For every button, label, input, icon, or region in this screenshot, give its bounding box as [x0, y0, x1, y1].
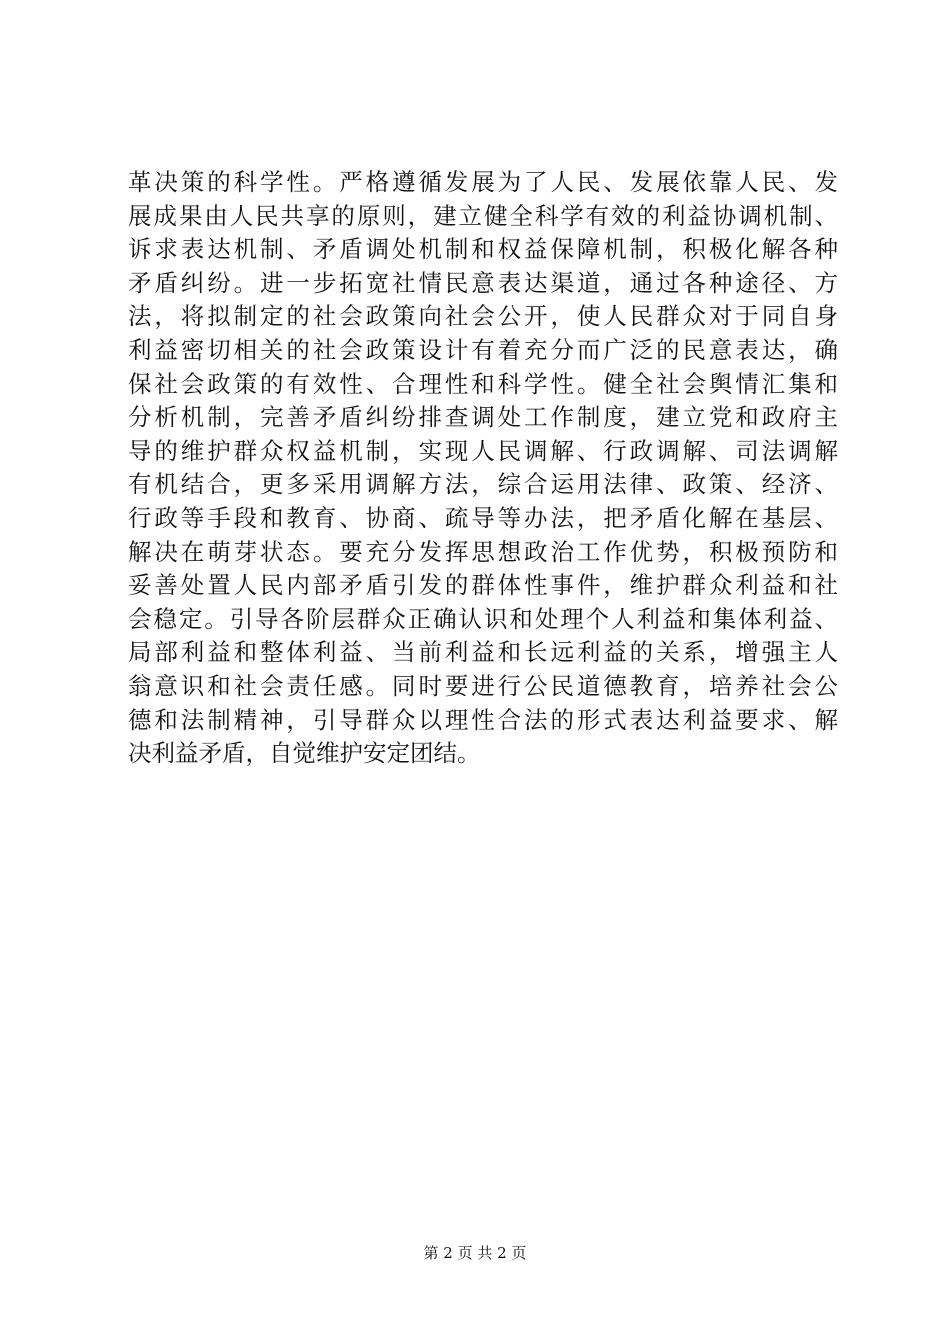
paragraph-line: 局部利益和整体利益、当前利益和长远利益的关系，增强主人 [128, 638, 838, 667]
body-paragraph [128, 166, 838, 771]
paragraph-line: 解决在萌芽状态。要充分发挥思想政治工作优势，积极预防和 [128, 537, 838, 566]
paragraph-line: 保社会政策的有效性、合理性和科学性。健全社会舆情汇集和 [128, 369, 838, 398]
page-footer: 第 2 页 共 2 页 [423, 1244, 527, 1262]
paragraph-line: 导的维护群众权益机制，实现人民调解、行政调解、司法调解 [128, 436, 838, 465]
paragraph-line: 会稳定。引导各阶层群众正确认识和处理个人利益和集体利益、 [128, 604, 838, 633]
paragraph-line: 德和法制精神，引导群众以理性合法的形式表达利益要求、解 [128, 705, 838, 734]
paragraph-line: 行政等手段和教育、协商、疏导等办法，把矛盾化解在基层、 [128, 503, 838, 532]
paragraph-line: 翁意识和社会责任感。同时要进行公民道德教育，培养社会公 [128, 671, 838, 700]
paragraph-line: 革决策的科学性。严格遵循发展为了人民、发展依靠人民、发 [128, 168, 838, 196]
paragraph-line: 利益密切相关的社会政策设计有着充分而广泛的民意表达，确 [128, 335, 838, 364]
paragraph-line: 分析机制，完善矛盾纠纷排查调处工作制度，建立党和政府主 [128, 403, 838, 432]
paragraph-line: 有机结合，更多采用调解方法，综合运用法律、政策、经济、 [128, 470, 838, 499]
paragraph-line: 展成果由人民共享的原则，建立健全科学有效的利益协调机制、 [128, 201, 838, 230]
paragraph-line: 决利益矛盾，自觉维护安定团结。 [128, 739, 481, 768]
paragraph-line: 矛盾纠纷。进一步拓宽社情民意表达渠道，通过各种途径、方 [128, 268, 838, 297]
paragraph-line: 诉求表达机制、矛盾调处机制和权益保障机制，积极化解各种 [128, 235, 838, 264]
paragraph-line: 妥善处置人民内部矛盾引发的群体性事件，维护群众利益和社 [128, 571, 838, 600]
paragraph-line: 法，将拟制定的社会政策向社会公开，使人民群众对于同自身 [128, 302, 838, 331]
